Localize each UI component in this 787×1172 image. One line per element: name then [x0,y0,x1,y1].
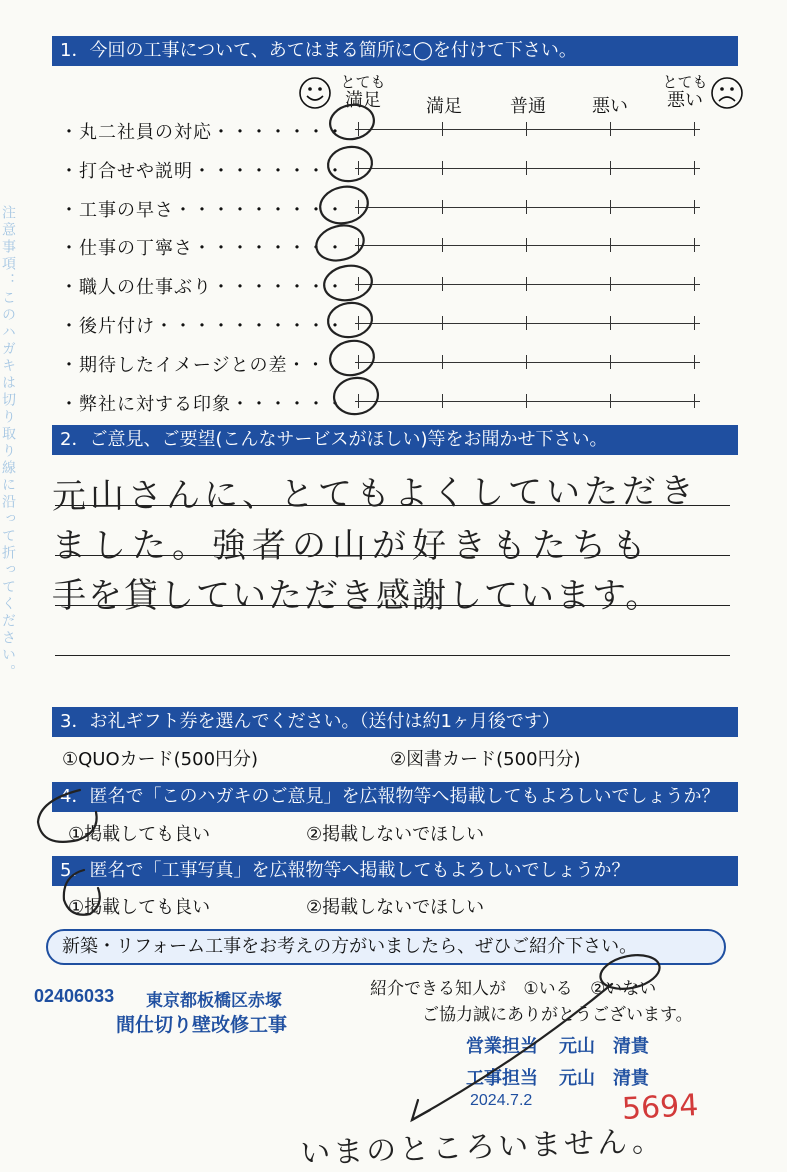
scale-tick[interactable] [358,355,359,369]
handwritten-comment-line-2: ました。強者の山が好きもたちも [52,526,652,566]
sad-face-icon [710,76,744,110]
stamp-number: 5694 [621,1088,700,1127]
scale-tick[interactable] [442,238,443,252]
scale-tick[interactable] [358,161,359,175]
scale-label-very-satisfied: とても 満足 [340,73,386,111]
scale-tick[interactable] [442,277,443,291]
scale-line [355,207,700,208]
scale-tick[interactable] [442,316,443,330]
rating-item-staff-response: ・丸二社員の対応・・・・・・・ [60,122,345,143]
scale-tick[interactable] [358,200,359,214]
scale-tick[interactable] [610,316,611,330]
handwritten-comment-line-1: 元山さんに、とてもよくしていただき [51,471,699,517]
scale-tick[interactable] [694,277,695,291]
scale-tick[interactable] [610,394,611,408]
sales-rep [466,1032,649,1058]
gift-option-book[interactable]: ②図書カード(500円分) [390,749,581,770]
sales-rep-label: 営業担当 [466,1036,538,1056]
scale-tick[interactable] [358,394,359,408]
side-fold-note: 注意事項：このハガキは切り取り線に沿って折ってください。 [0,205,16,681]
project-name: 間仕切り壁改修工事 [116,1015,288,1036]
scale-tick[interactable] [442,200,443,214]
comment-rule [55,655,730,656]
scale-line [355,245,700,246]
publish-photo-yes[interactable]: ①掲載しても良い [68,897,211,918]
scale-tick[interactable] [358,238,359,252]
scale-tick[interactable] [694,355,695,369]
section4-header: 4．匿名で「このハガキのご意見」を広報物等へ掲載してもよろしいでしょうか？ [52,782,738,812]
works-rep-name: 元山 清貴 [559,1068,650,1088]
scale-label-very-bad: とても 悪い [662,73,708,111]
section2-header: 2．ご意見、ご要望(こんなサービスがほしい)等をお聞かせ下さい。 [52,425,738,455]
scale-tick[interactable] [358,277,359,291]
referral-option-yes[interactable]: ①いる [523,979,573,999]
publish-photo-no[interactable]: ②掲載しないでほしい [306,897,485,918]
section5-header: 5．匿名で「工事写真」を広報物等へ掲載してもよろしいでしょうか？ [52,856,738,886]
scale-tick[interactable] [442,161,443,175]
rating-item-cleanup: ・後片付け・・・・・・・・・・ [60,316,345,337]
works-rep [466,1064,649,1090]
scale-line [355,401,700,402]
scale-tick[interactable] [526,316,527,330]
referral-question-text: 紹介できる知人が [370,979,506,999]
scale-tick[interactable] [694,200,695,214]
scale-tick[interactable] [442,394,443,408]
scale-tick[interactable] [694,122,695,136]
scale-tick[interactable] [442,355,443,369]
referral-arrow-head [412,1100,430,1120]
referral-option-no[interactable]: ②いない [590,979,657,999]
section1-header: 1．今回の工事について、あてはまる箇所に◯を付けて下さい。 [52,36,738,66]
rating-item-care: ・仕事の丁寧さ・・・・・・・・ [60,238,345,259]
scale-tick[interactable] [526,238,527,252]
rating-item-expectation: ・期待したイメージとの差・・ [60,355,326,376]
publish-comment-no[interactable]: ②掲載しないでほしい [306,824,485,845]
scale-tick[interactable] [610,161,611,175]
scale-label-satisfied: 満足 [426,96,462,117]
scale-tick[interactable] [694,161,695,175]
scale-tick[interactable] [694,394,695,408]
scale-tick[interactable] [526,394,527,408]
scale-tick[interactable] [610,238,611,252]
happy-face-icon [298,76,332,110]
scale-tick[interactable] [526,161,527,175]
scale-tick[interactable] [610,277,611,291]
customer-location: 東京都板橋区赤塚 [146,991,282,1010]
rating-item-speed: ・工事の早さ・・・・・・・・・ [60,200,345,221]
scale-line [355,323,700,324]
scale-tick[interactable] [610,122,611,136]
referral-question [370,974,656,999]
rating-item-explanation: ・打合せや説明・・・・・・・・ [60,161,345,182]
scale-tick[interactable] [526,277,527,291]
section3-header: 3．お礼ギフト券を選んでください。（送付は約1ヶ月後です） [52,707,738,737]
scale-tick[interactable] [526,122,527,136]
scale-tick[interactable] [694,316,695,330]
rating-circle-mark [327,337,376,378]
scale-line [355,129,700,130]
scale-label-bad: 悪い [592,96,628,117]
scale-tick[interactable] [610,200,611,214]
scale-tick[interactable] [610,355,611,369]
works-rep-label: 工事担当 [466,1068,538,1088]
scale-tick[interactable] [694,238,695,252]
survey-date: 2024.7.2 [470,1092,533,1109]
scale-tick[interactable] [526,200,527,214]
handwritten-referral-answer: いまのところいません。 [299,1123,666,1172]
gift-option-quo[interactable]: ①QUOカード(500円分) [62,749,259,770]
rating-item-impression: ・弊社に対する印象・・・・・・ [60,394,345,415]
customer-code: 02406033 [34,986,115,1006]
scale-line [355,168,700,169]
scale-label-normal: 普通 [510,96,546,117]
handwritten-comment-line-3: 手を貸していただき感謝しています。 [52,576,662,616]
sales-rep-name: 元山 清貴 [559,1036,650,1056]
scale-line [355,362,700,363]
publish-comment-yes[interactable]: ①掲載しても良い [68,824,211,845]
scale-tick[interactable] [358,316,359,330]
rating-item-craftsmanship: ・職人の仕事ぶり・・・・・・・ [60,277,345,298]
scale-tick[interactable] [442,122,443,136]
scale-line [355,284,700,285]
referral-thanks: ご協力誠にありがとうございます。 [422,1005,693,1025]
scale-tick[interactable] [358,122,359,136]
referral-banner: 新築・リフォーム工事をお考えの方がいましたら、ぜひご紹介下さい。 [46,929,726,965]
scale-tick[interactable] [526,355,527,369]
